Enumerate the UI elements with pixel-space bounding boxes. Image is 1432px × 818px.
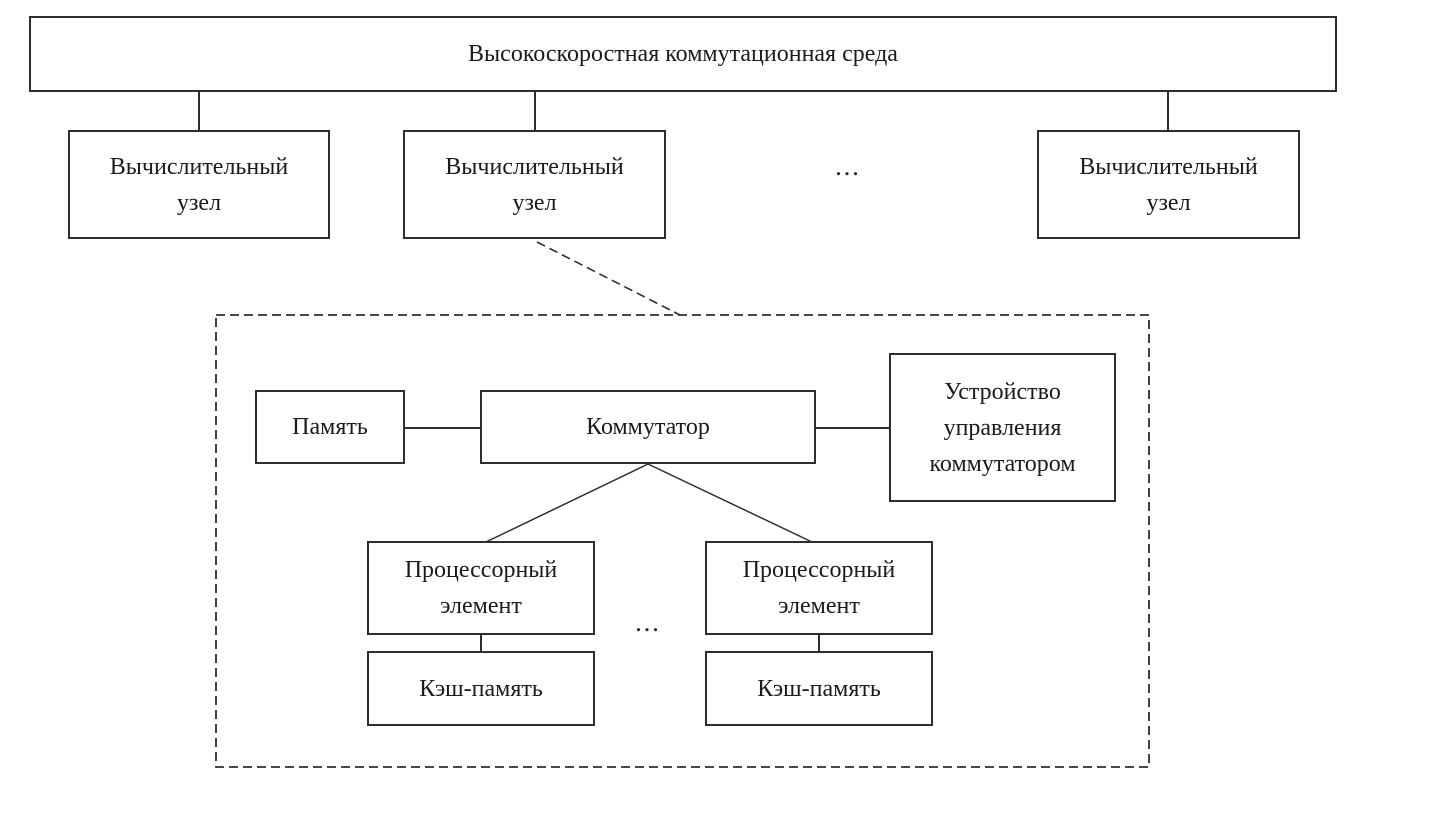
switch-label: Коммутатор [586,414,710,440]
cache-memory-label: Кэш-память [419,675,543,702]
switch-controller-label: Устройство управления коммутатором [929,378,1076,477]
link-switch-pe2 [648,464,812,542]
link-switch-pe1 [486,464,648,542]
compute-node-label: Вычислительный узел [1079,153,1258,216]
memory-box [255,390,405,464]
cache-memory-label: Кэш-память [757,675,881,702]
processor-element-label: Процессорный элемент [404,557,558,619]
processor-elements-ellipsis: ... [635,608,661,637]
interconnect-label: Высокоскоростная коммутационная среда [468,41,898,67]
compute-node-box-3 [1037,130,1300,239]
memory-label: Память [292,414,368,440]
compute-node-label: Вычислительный узел [445,153,624,216]
compute-node-box-2 [403,130,666,239]
compute-nodes-ellipsis: ... [835,152,861,181]
processor-element-box-1 [367,541,595,635]
cache-memory-box-2 [705,651,933,726]
processor-element-label: Процессорный элемент [742,557,896,619]
cache-memory-box-1 [367,651,595,726]
switch-controller-box [889,353,1116,502]
interconnect-box [29,16,1337,92]
compute-node-box-1 [68,130,330,239]
compute-node-label: Вычислительный узел [109,153,289,216]
processor-element-box-2 [705,541,933,635]
link-node2-detail-dashed [537,242,680,315]
switch-box [480,390,816,464]
